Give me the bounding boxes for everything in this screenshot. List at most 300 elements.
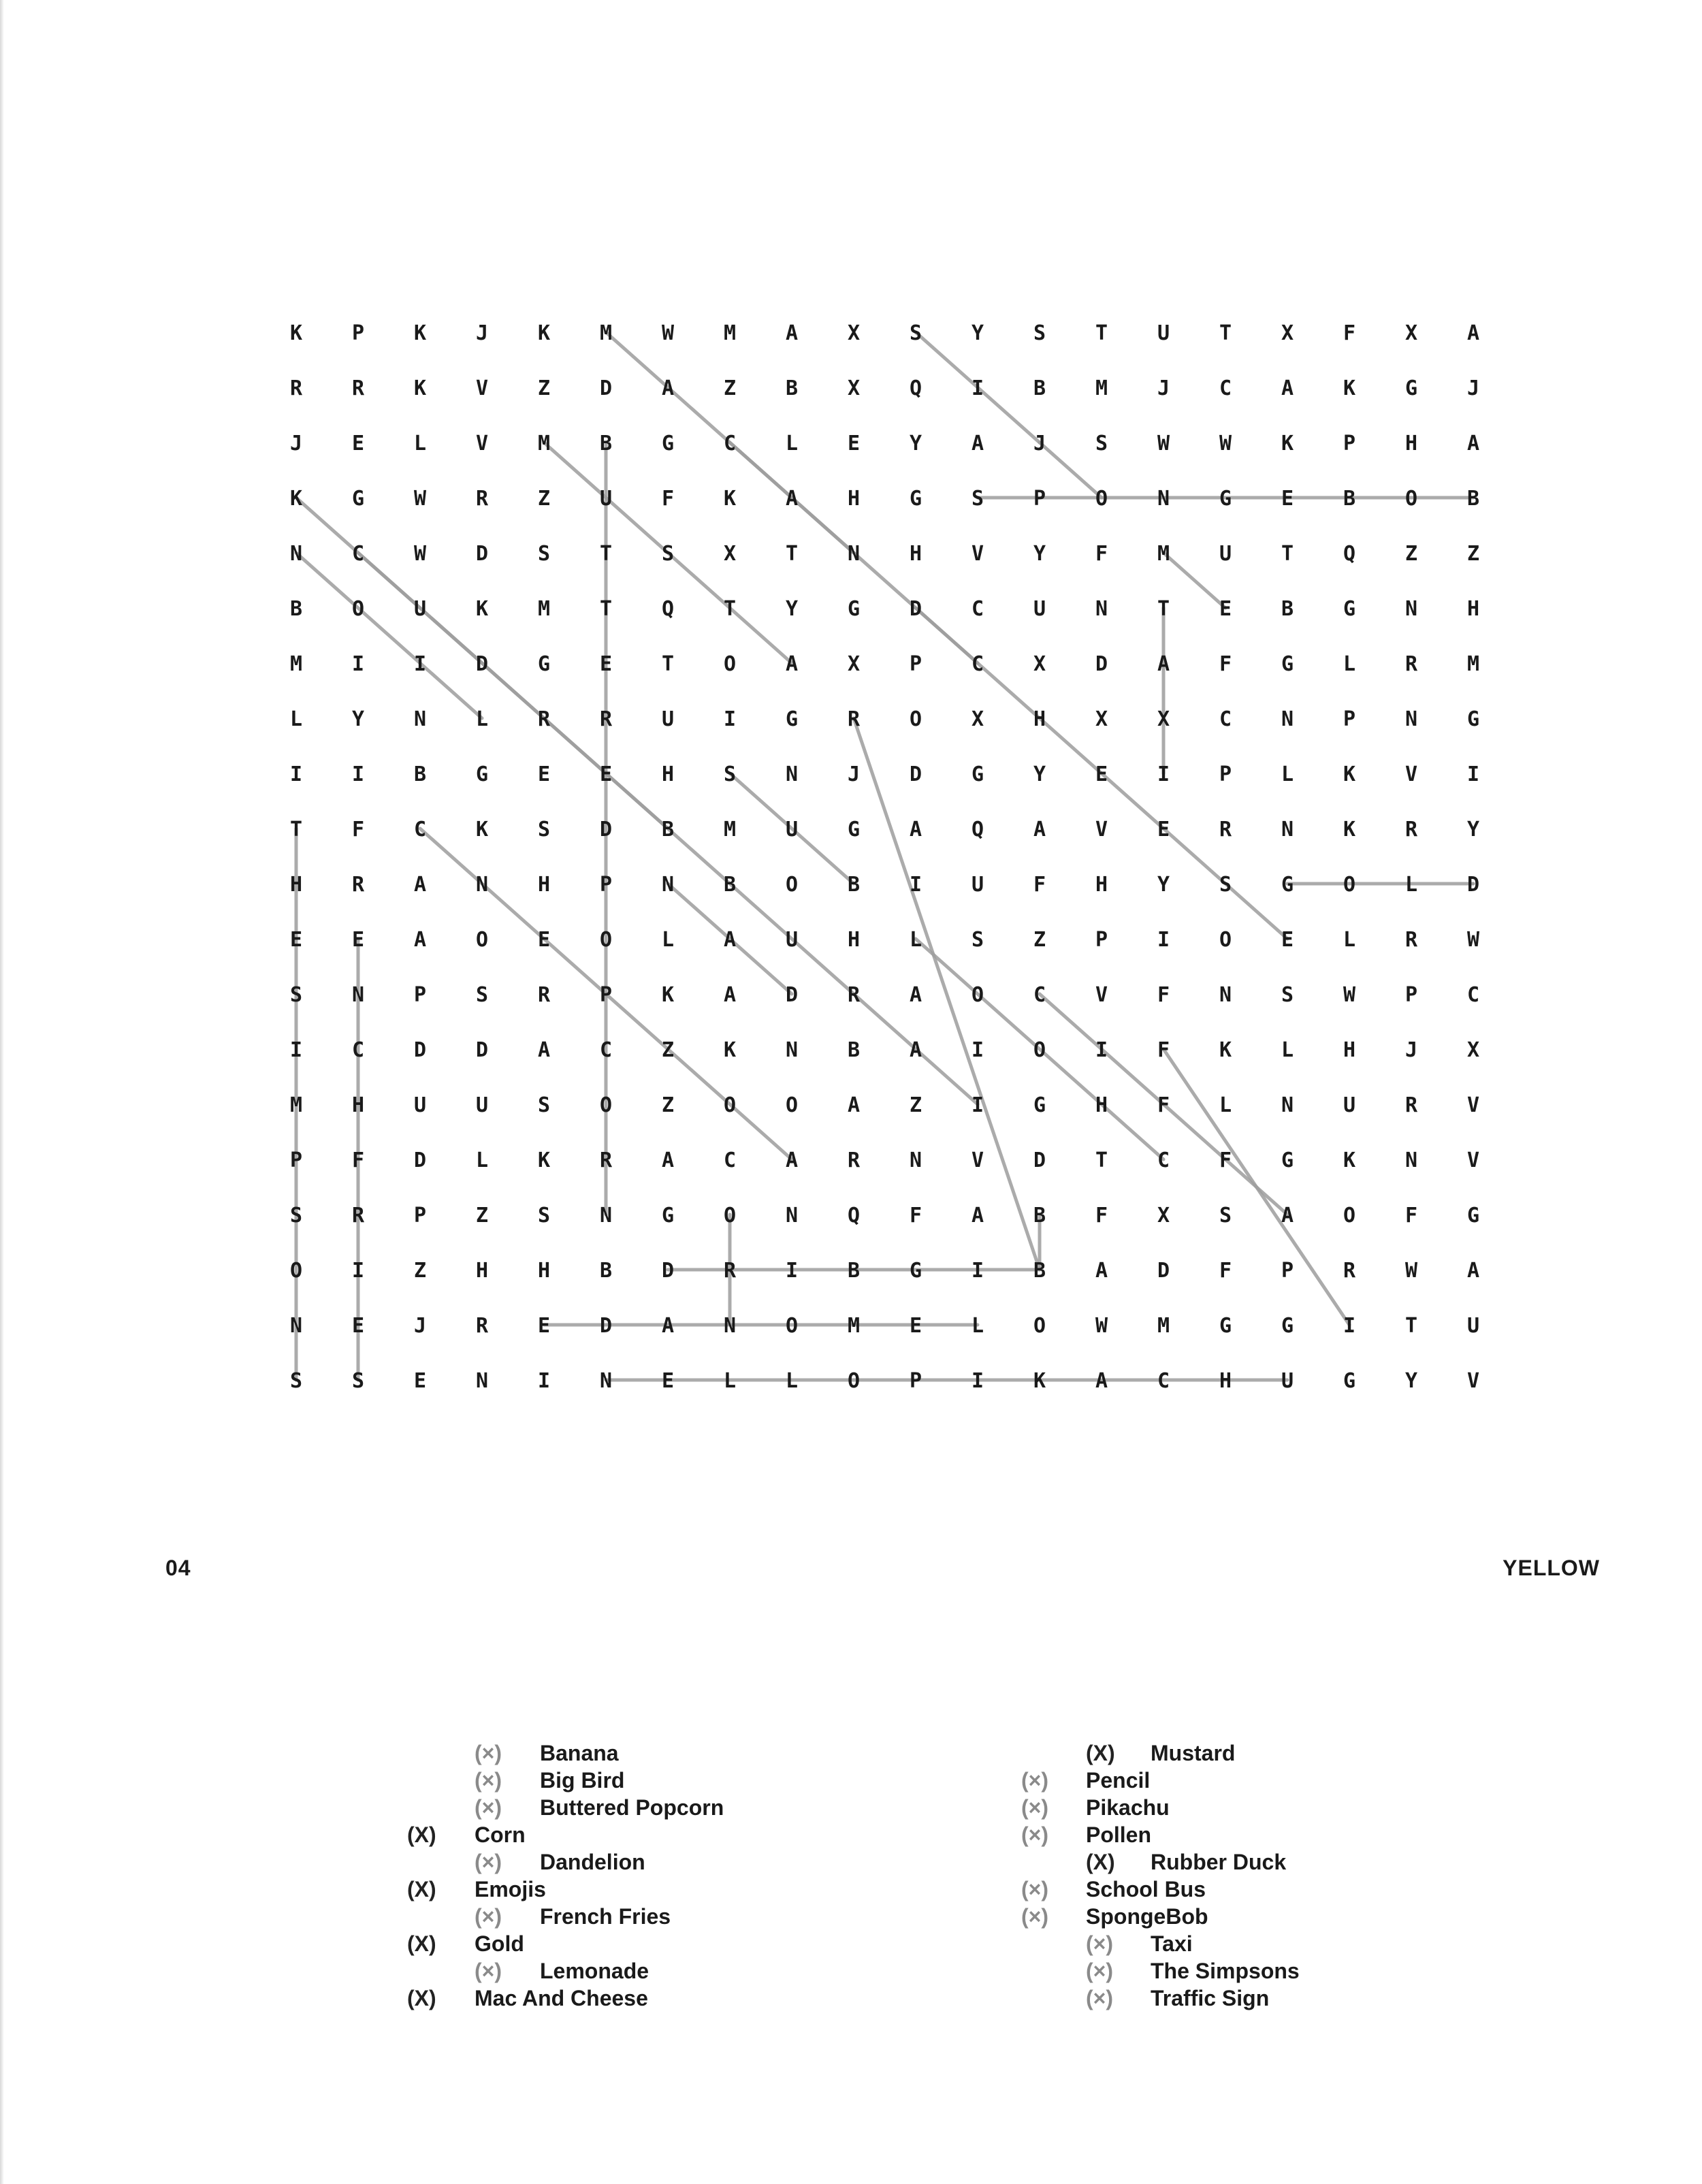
grid-letter: D (599, 1314, 613, 1338)
grid-letter: J (847, 762, 861, 786)
grid-letter: U (1466, 1314, 1480, 1338)
grid-letter: J (475, 321, 489, 345)
grid-letter: R (1404, 652, 1418, 676)
grid-letter: N (661, 873, 675, 897)
page-edge-shadow (0, 0, 4, 2184)
grid-letter: Q (847, 1204, 861, 1227)
grid-letter: N (1281, 818, 1294, 841)
grid-letter: E (1281, 928, 1294, 952)
grid-letter: I (971, 376, 984, 400)
grid-letter: U (971, 873, 984, 897)
grid-letter: N (1281, 707, 1294, 731)
grid-letter: K (1343, 818, 1356, 841)
grid-letter: K (413, 321, 427, 345)
grid-letter: M (537, 597, 551, 621)
grid-letter: G (475, 762, 489, 786)
grid-letter: H (1095, 873, 1108, 897)
grid-letter: T (599, 542, 613, 566)
grid-letter: P (351, 321, 365, 345)
grid-letter: R (1404, 1093, 1418, 1117)
grid-letter: B (1343, 487, 1356, 511)
grid-letter: V (1095, 983, 1108, 1007)
grid-letter: O (723, 652, 737, 676)
found-word-marks (296, 332, 1473, 1380)
grid-letter: R (351, 873, 365, 897)
grid-letter: E (289, 928, 303, 952)
grid-letter: J (289, 432, 303, 455)
grid-letter: I (351, 652, 365, 676)
grid-letter: V (475, 432, 489, 455)
grid-letter: U (413, 1093, 427, 1117)
grid-letter: L (475, 1149, 489, 1172)
grid-letter: P (599, 873, 613, 897)
grid-letter: O (847, 1369, 861, 1393)
grid-letter: M (723, 321, 737, 345)
grid-letter: U (785, 818, 799, 841)
grid-letter: W (1404, 1259, 1418, 1283)
grid-letter: X (1466, 1038, 1480, 1062)
grid-letter: G (661, 432, 675, 455)
grid-letter: A (785, 487, 799, 511)
grid-letter: T (1157, 597, 1170, 621)
grid-letter: F (1219, 652, 1232, 676)
grid-letter: P (599, 983, 613, 1007)
grid-letter: L (1343, 652, 1356, 676)
grid-letter: Z (661, 1038, 675, 1062)
grid-letter: R (1404, 928, 1418, 952)
grid-letter: F (1219, 1149, 1232, 1172)
word-strike-line (1163, 1049, 1349, 1325)
grid-letter: I (909, 873, 922, 897)
grid-letter: U (475, 1093, 489, 1117)
word-label: Mac And Cheese (475, 1986, 648, 2010)
grid-letter: Y (1033, 762, 1046, 786)
grid-letter: D (909, 597, 922, 621)
grid-letter: G (1343, 1369, 1356, 1393)
grid-letter: K (1343, 376, 1356, 400)
word-list-item (407, 1821, 526, 1848)
grid-letter: N (413, 707, 427, 731)
grid-letter: D (1157, 1259, 1170, 1283)
grid-letter: G (1281, 873, 1294, 897)
word-strike-line (1163, 553, 1225, 608)
grid-letter: G (1466, 707, 1480, 731)
grid-letter: O (475, 928, 489, 952)
grid-letter: H (1033, 707, 1046, 731)
grid-letter: G (1466, 1204, 1480, 1227)
grid-letter: C (1157, 1369, 1170, 1393)
grid-letter: F (1219, 1259, 1232, 1283)
grid-letter: H (537, 1259, 551, 1283)
grid-letter: K (1033, 1369, 1046, 1393)
grid-letter: W (1095, 1314, 1108, 1338)
grid-letter: U (1281, 1369, 1294, 1393)
grid-letter: A (847, 1093, 861, 1117)
grid-letter: X (1157, 707, 1170, 731)
grid-letter: D (599, 818, 613, 841)
grid-letter: A (661, 376, 675, 400)
grid-letter: G (1404, 376, 1418, 400)
grid-letter: J (1404, 1038, 1418, 1062)
grid-letter: F (1343, 321, 1356, 345)
grid-letter: Z (413, 1259, 427, 1283)
word-list-item (1086, 1848, 1286, 1876)
word-label: Pikachu (1086, 1795, 1170, 1820)
grid-letter: W (1466, 928, 1480, 952)
checkmark-icon: (X) (407, 1931, 436, 1956)
grid-letter: Y (785, 597, 799, 621)
grid-letter: H (1466, 597, 1480, 621)
grid-letter: B (289, 597, 303, 621)
grid-letter: E (1219, 597, 1232, 621)
grid-canvas (272, 313, 1498, 1393)
grid-letter: F (661, 487, 675, 511)
grid-letter: E (413, 1369, 427, 1393)
grid-letter: N (723, 1314, 737, 1338)
grid-letter: W (413, 487, 427, 511)
grid-letter: R (723, 1259, 737, 1283)
word-label: Dandelion (540, 1850, 645, 1874)
word-list-item (475, 1739, 619, 1767)
grid-letter: N (785, 762, 799, 786)
grid-letter: V (1466, 1149, 1480, 1172)
grid-letter: D (1095, 652, 1108, 676)
grid-letter: D (1466, 873, 1480, 897)
grid-letter: Z (1466, 542, 1480, 566)
word-label: Gold (475, 1931, 524, 1956)
grid-letter: H (537, 873, 551, 897)
grid-letter: R (289, 376, 303, 400)
checkmark-icon: (×) (475, 1795, 502, 1820)
grid-letter: R (475, 1314, 489, 1338)
grid-letter: A (971, 432, 984, 455)
word-list-item (1021, 1767, 1150, 1794)
grid-letter: O (785, 873, 799, 897)
grid-letter: B (785, 376, 799, 400)
word-label: Mustard (1151, 1741, 1236, 1765)
word-label: The Simpsons (1151, 1959, 1300, 1983)
grid-letter: W (661, 321, 675, 345)
grid-letter: M (1095, 376, 1108, 400)
grid-letter: P (413, 983, 427, 1007)
grid-letter: S (289, 1204, 303, 1227)
grid-letter: D (909, 762, 922, 786)
grid-letter: S (289, 983, 303, 1007)
grid-letter: X (1281, 321, 1294, 345)
grid-letter: B (847, 873, 861, 897)
grid-letter: I (537, 1369, 551, 1393)
grid-letter: R (847, 1149, 861, 1172)
grid-letter: V (971, 1149, 984, 1172)
grid-letter: M (1466, 652, 1480, 676)
grid-letter: S (351, 1369, 365, 1393)
grid-letter: G (909, 1259, 922, 1283)
grid-letter: T (785, 542, 799, 566)
grid-letter: O (1033, 1038, 1046, 1062)
grid-letter: P (413, 1204, 427, 1227)
checkmark-icon: (×) (475, 1904, 502, 1929)
grid-letter: S (909, 321, 922, 345)
grid-letter: D (599, 376, 613, 400)
grid-letter: Z (909, 1093, 922, 1117)
grid-letter: N (289, 542, 303, 566)
grid-letter: H (847, 928, 861, 952)
grid-letter: P (1404, 983, 1418, 1007)
grid-letter: G (1281, 1149, 1294, 1172)
grid-letter: B (723, 873, 737, 897)
grid-letter: Z (1033, 928, 1046, 952)
grid-letter: U (785, 928, 799, 952)
grid-letter: P (1343, 432, 1356, 455)
grid-letter: Z (537, 376, 551, 400)
grid-letter: S (661, 542, 675, 566)
grid-letter: P (1033, 487, 1046, 511)
grid-letter: A (785, 321, 799, 345)
grid-letter: F (1157, 1093, 1170, 1117)
grid-letter: F (1095, 542, 1108, 566)
grid-letter: I (1157, 928, 1170, 952)
grid-letter: G (1033, 1093, 1046, 1117)
word-strike-line (296, 553, 482, 718)
grid-letter: K (1343, 1149, 1356, 1172)
word-label: French Fries (540, 1904, 671, 1929)
grid-letter: F (351, 1149, 365, 1172)
grid-letter: D (413, 1038, 427, 1062)
grid-letter: T (661, 652, 675, 676)
grid-letter: I (351, 1259, 365, 1283)
checkmark-icon: (X) (1086, 1741, 1115, 1765)
grid-letter: Y (971, 321, 984, 345)
checkmark-icon: (×) (475, 1959, 502, 1983)
grid-letter: N (1404, 597, 1418, 621)
grid-letter: L (909, 928, 922, 952)
grid-letter: X (847, 652, 861, 676)
word-list-item (475, 1848, 645, 1876)
grid-letter: H (1219, 1369, 1232, 1393)
grid-letter: M (599, 321, 613, 345)
grid-letter: O (971, 983, 984, 1007)
grid-letter: O (351, 597, 365, 621)
grid-letter: I (413, 652, 427, 676)
grid-letter: V (971, 542, 984, 566)
grid-letter: T (1219, 321, 1232, 345)
grid-letter: G (661, 1204, 675, 1227)
grid-letter: A (1033, 818, 1046, 841)
word-label: Emojis (475, 1877, 546, 1901)
grid-letter: C (413, 818, 427, 841)
grid-letter: S (971, 487, 984, 511)
grid-letter: O (785, 1093, 799, 1117)
grid-letter: A (909, 818, 922, 841)
grid-letter: X (971, 707, 984, 731)
page-number: 04 (165, 1556, 191, 1580)
grid-letter: X (1404, 321, 1418, 345)
grid-letter: T (1095, 321, 1108, 345)
grid-letter: E (599, 652, 613, 676)
grid-letter: D (413, 1149, 427, 1172)
word-label: Pencil (1086, 1768, 1151, 1793)
grid-letter: N (1095, 597, 1108, 621)
word-strike-line (1040, 443, 1102, 498)
word-list-item (475, 1957, 649, 1985)
grid-letter: T (723, 597, 737, 621)
word-list-item (1086, 1930, 1193, 1957)
grid-letter: F (1404, 1204, 1418, 1227)
checkmark-icon: (×) (1021, 1822, 1048, 1847)
grid-letter: L (1343, 928, 1356, 952)
grid-letter: P (1095, 928, 1108, 952)
grid-letter: R (599, 707, 613, 731)
grid-letter: N (351, 983, 365, 1007)
checkmark-icon: (X) (407, 1822, 436, 1847)
grid-letter: O (785, 1314, 799, 1338)
grid-letter: N (785, 1204, 799, 1227)
word-label: School Bus (1086, 1877, 1206, 1901)
grid-letter: O (1219, 928, 1232, 952)
word-list-item (407, 1930, 524, 1957)
grid-letter: R (1343, 1259, 1356, 1283)
grid-letter: R (537, 983, 551, 1007)
grid-letter: B (661, 818, 675, 841)
grid-letter: S (723, 762, 737, 786)
grid-letter: Q (661, 597, 675, 621)
grid-letter: S (1281, 983, 1294, 1007)
grid-letter: E (537, 762, 551, 786)
grid-letter: B (599, 1259, 613, 1283)
grid-letter: S (537, 818, 551, 841)
grid-letter: I (1343, 1314, 1356, 1338)
grid-letter: L (1281, 762, 1294, 786)
word-label: Pollen (1086, 1822, 1152, 1847)
grid-letter: X (1157, 1204, 1170, 1227)
word-list-item (1086, 1957, 1300, 1985)
checkmark-icon: (×) (475, 1850, 502, 1874)
grid-letter: N (1404, 1149, 1418, 1172)
grid-letter: A (785, 652, 799, 676)
grid-letter: H (1095, 1093, 1108, 1117)
grid-letter: A (537, 1038, 551, 1062)
grid-letter: G (1219, 1314, 1232, 1338)
grid-letter: Q (909, 376, 922, 400)
grid-letter: E (351, 432, 365, 455)
grid-letter: Z (723, 376, 737, 400)
grid-letter: K (289, 321, 303, 345)
grid-letter: I (971, 1369, 984, 1393)
grid-letter: R (847, 983, 861, 1007)
grid-letter: N (847, 542, 861, 566)
grid-letter: D (475, 1038, 489, 1062)
grid-letter: E (599, 762, 613, 786)
grid-letter: A (909, 1038, 922, 1062)
grid-letter: G (1343, 597, 1356, 621)
grid-letter: E (661, 1369, 675, 1393)
grid-letter: O (1033, 1314, 1046, 1338)
grid-letter: O (1095, 487, 1108, 511)
grid-letter: O (909, 707, 922, 731)
grid-letter: I (723, 707, 737, 731)
grid-letter: G (971, 762, 984, 786)
grid-letter: V (1404, 762, 1418, 786)
grid-letter: A (723, 928, 737, 952)
grid-letter: A (413, 873, 427, 897)
grid-letter: A (1466, 1259, 1480, 1283)
grid-letter: N (1404, 707, 1418, 731)
grid-letter: M (1157, 1314, 1170, 1338)
grid-letter: K (723, 1038, 737, 1062)
grid-letter: F (1095, 1204, 1108, 1227)
grid-letter: C (723, 432, 737, 455)
grid-letter: X (1095, 707, 1108, 731)
grid-letter: W (1343, 983, 1356, 1007)
grid-letter: I (1157, 762, 1170, 786)
grid-letter: C (971, 597, 984, 621)
grid-letter: G (909, 487, 922, 511)
grid-letter: A (1466, 321, 1480, 345)
grid-letter: M (289, 652, 303, 676)
grid-letter: E (351, 928, 365, 952)
grid-letter: B (599, 432, 613, 455)
grid-letter: F (1157, 1038, 1170, 1062)
grid-letter: H (909, 542, 922, 566)
grid-letter: P (1219, 762, 1232, 786)
grid-letter: Y (351, 707, 365, 731)
word-list-item (1021, 1794, 1170, 1821)
grid-letter: K (1343, 762, 1356, 786)
grid-letter: O (1343, 1204, 1356, 1227)
grid-letter: M (537, 432, 551, 455)
grid-letter: A (971, 1204, 984, 1227)
grid-letter: V (1466, 1369, 1480, 1393)
grid-letter: A (1095, 1259, 1108, 1283)
checkmark-icon: (X) (407, 1877, 436, 1901)
grid-letter: Y (1033, 542, 1046, 566)
grid-letter: L (1219, 1093, 1232, 1117)
checkmark-icon: (X) (407, 1986, 436, 2010)
grid-letter: S (475, 983, 489, 1007)
grid-letter: U (1033, 597, 1046, 621)
grid-letter: U (1219, 542, 1232, 566)
grid-letter: D (661, 1259, 675, 1283)
grid-letter: X (1033, 652, 1046, 676)
grid-letters (290, 321, 1480, 1393)
grid-letter: R (1219, 818, 1232, 841)
grid-letter: I (289, 1038, 303, 1062)
grid-letter: Y (909, 432, 922, 455)
grid-letter: K (537, 321, 551, 345)
grid-letter: J (1157, 376, 1170, 400)
grid-letter: K (1219, 1038, 1232, 1062)
grid-letter: T (1404, 1314, 1418, 1338)
grid-letter: A (1466, 432, 1480, 455)
grid-letter: C (971, 652, 984, 676)
grid-letter: L (475, 707, 489, 731)
grid-letter: A (723, 983, 737, 1007)
word-label: Taxi (1151, 1931, 1193, 1956)
grid-letter: G (1281, 652, 1294, 676)
grid-letter: R (1404, 818, 1418, 841)
checkmark-icon: (×) (1086, 1959, 1113, 1983)
grid-letter: J (1033, 432, 1046, 455)
grid-letter: C (351, 542, 365, 566)
word-list-item (1021, 1903, 1208, 1930)
grid-letter: I (785, 1259, 799, 1283)
grid-letter: I (971, 1038, 984, 1062)
grid-letter: F (351, 818, 365, 841)
grid-letter: E (1281, 487, 1294, 511)
word-list-item (475, 1767, 624, 1794)
grid-letter: R (537, 707, 551, 731)
grid-letter: A (909, 983, 922, 1007)
